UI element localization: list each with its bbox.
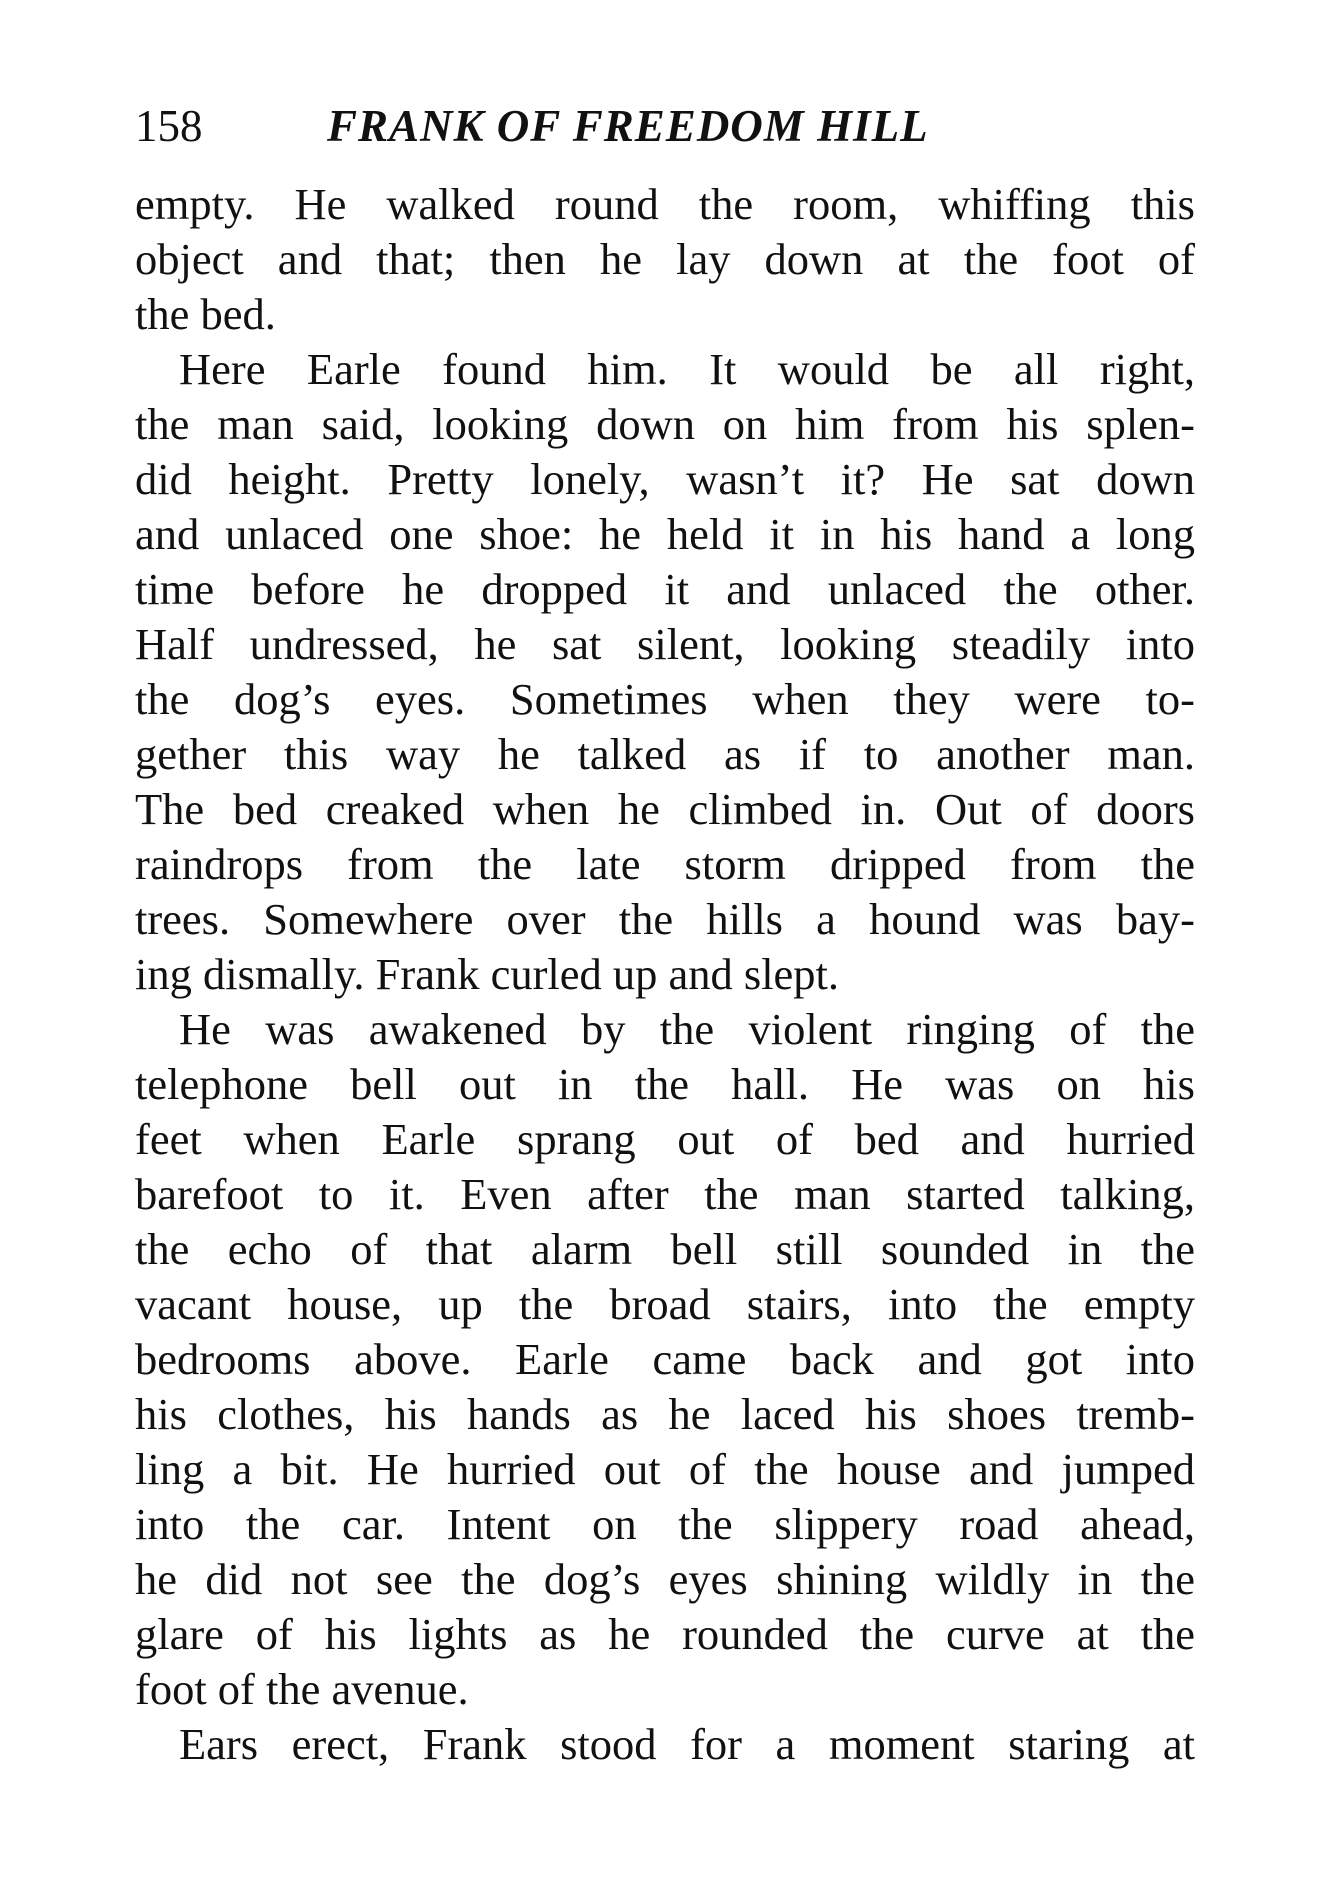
text-line: vacant house, up the broad stairs, into the empty [135,1279,1195,1329]
text-line: did height. Pretty lonely, wasn’t it? He sat down [135,454,1195,504]
text-line: He was awakened by the violent ringing of the [179,1004,1195,1054]
running-title: FRANK OF FREEDOM HILL [327,101,929,151]
text-line: The bed creaked when he climbed in. Out of doors [135,784,1195,834]
text-line: Ears erect, Frank stood for a moment staring at [179,1719,1195,1769]
text-line: raindrops from the late storm dripped from the [135,839,1195,889]
text-line: he did not see the dog’s eyes shining wildly in the [135,1554,1195,1604]
text-line: the man said, looking down on him from his splen- [135,399,1195,449]
text-line: feet when Earle sprang out of bed and hurried [135,1114,1195,1164]
text-line: time before he dropped it and unlaced the other. [135,564,1195,614]
text-line: and unlaced one shoe: he held it in his hand a long [135,509,1195,559]
text-line: Half undressed, he sat silent, looking steadily into [135,619,1195,669]
text-line: the echo of that alarm bell still sounded in the [135,1224,1195,1274]
text-line: foot of the avenue. [135,1664,469,1714]
text-line: object and that; then he lay down at the foot of [135,234,1195,284]
text-line: ing dismally. Frank curled up and slept. [135,949,840,999]
text-line: the dog’s eyes. Sometimes when they were to- [135,674,1195,724]
text-line: gether this way he talked as if to another man. [135,729,1195,779]
body-text [135,177,1195,1772]
text-line: empty. He walked round the room, whiffing this [135,179,1195,229]
text-line: glare of his lights as he rounded the curve at the [135,1609,1195,1659]
text-line: trees. Somewhere over the hills a hound was bay- [135,894,1195,944]
text-line: the bed. [135,289,276,339]
text-line: telephone bell out in the hall. He was on his [135,1059,1195,1109]
text-line: bedrooms above. Earle came back and got into [135,1334,1195,1384]
text-line: Here Earle found him. It would be all right, [179,344,1195,394]
text-line: barefoot to it. Even after the man started talking, [135,1169,1195,1219]
text-line: his clothes, his hands as he laced his shoes tremb- [135,1389,1195,1439]
page-number: 158 [135,101,203,151]
text-line: ling a bit. He hurried out of the house and jumped [135,1444,1195,1494]
running-head [135,98,1195,154]
text-line: into the car. Intent on the slippery road ahead, [135,1499,1195,1549]
